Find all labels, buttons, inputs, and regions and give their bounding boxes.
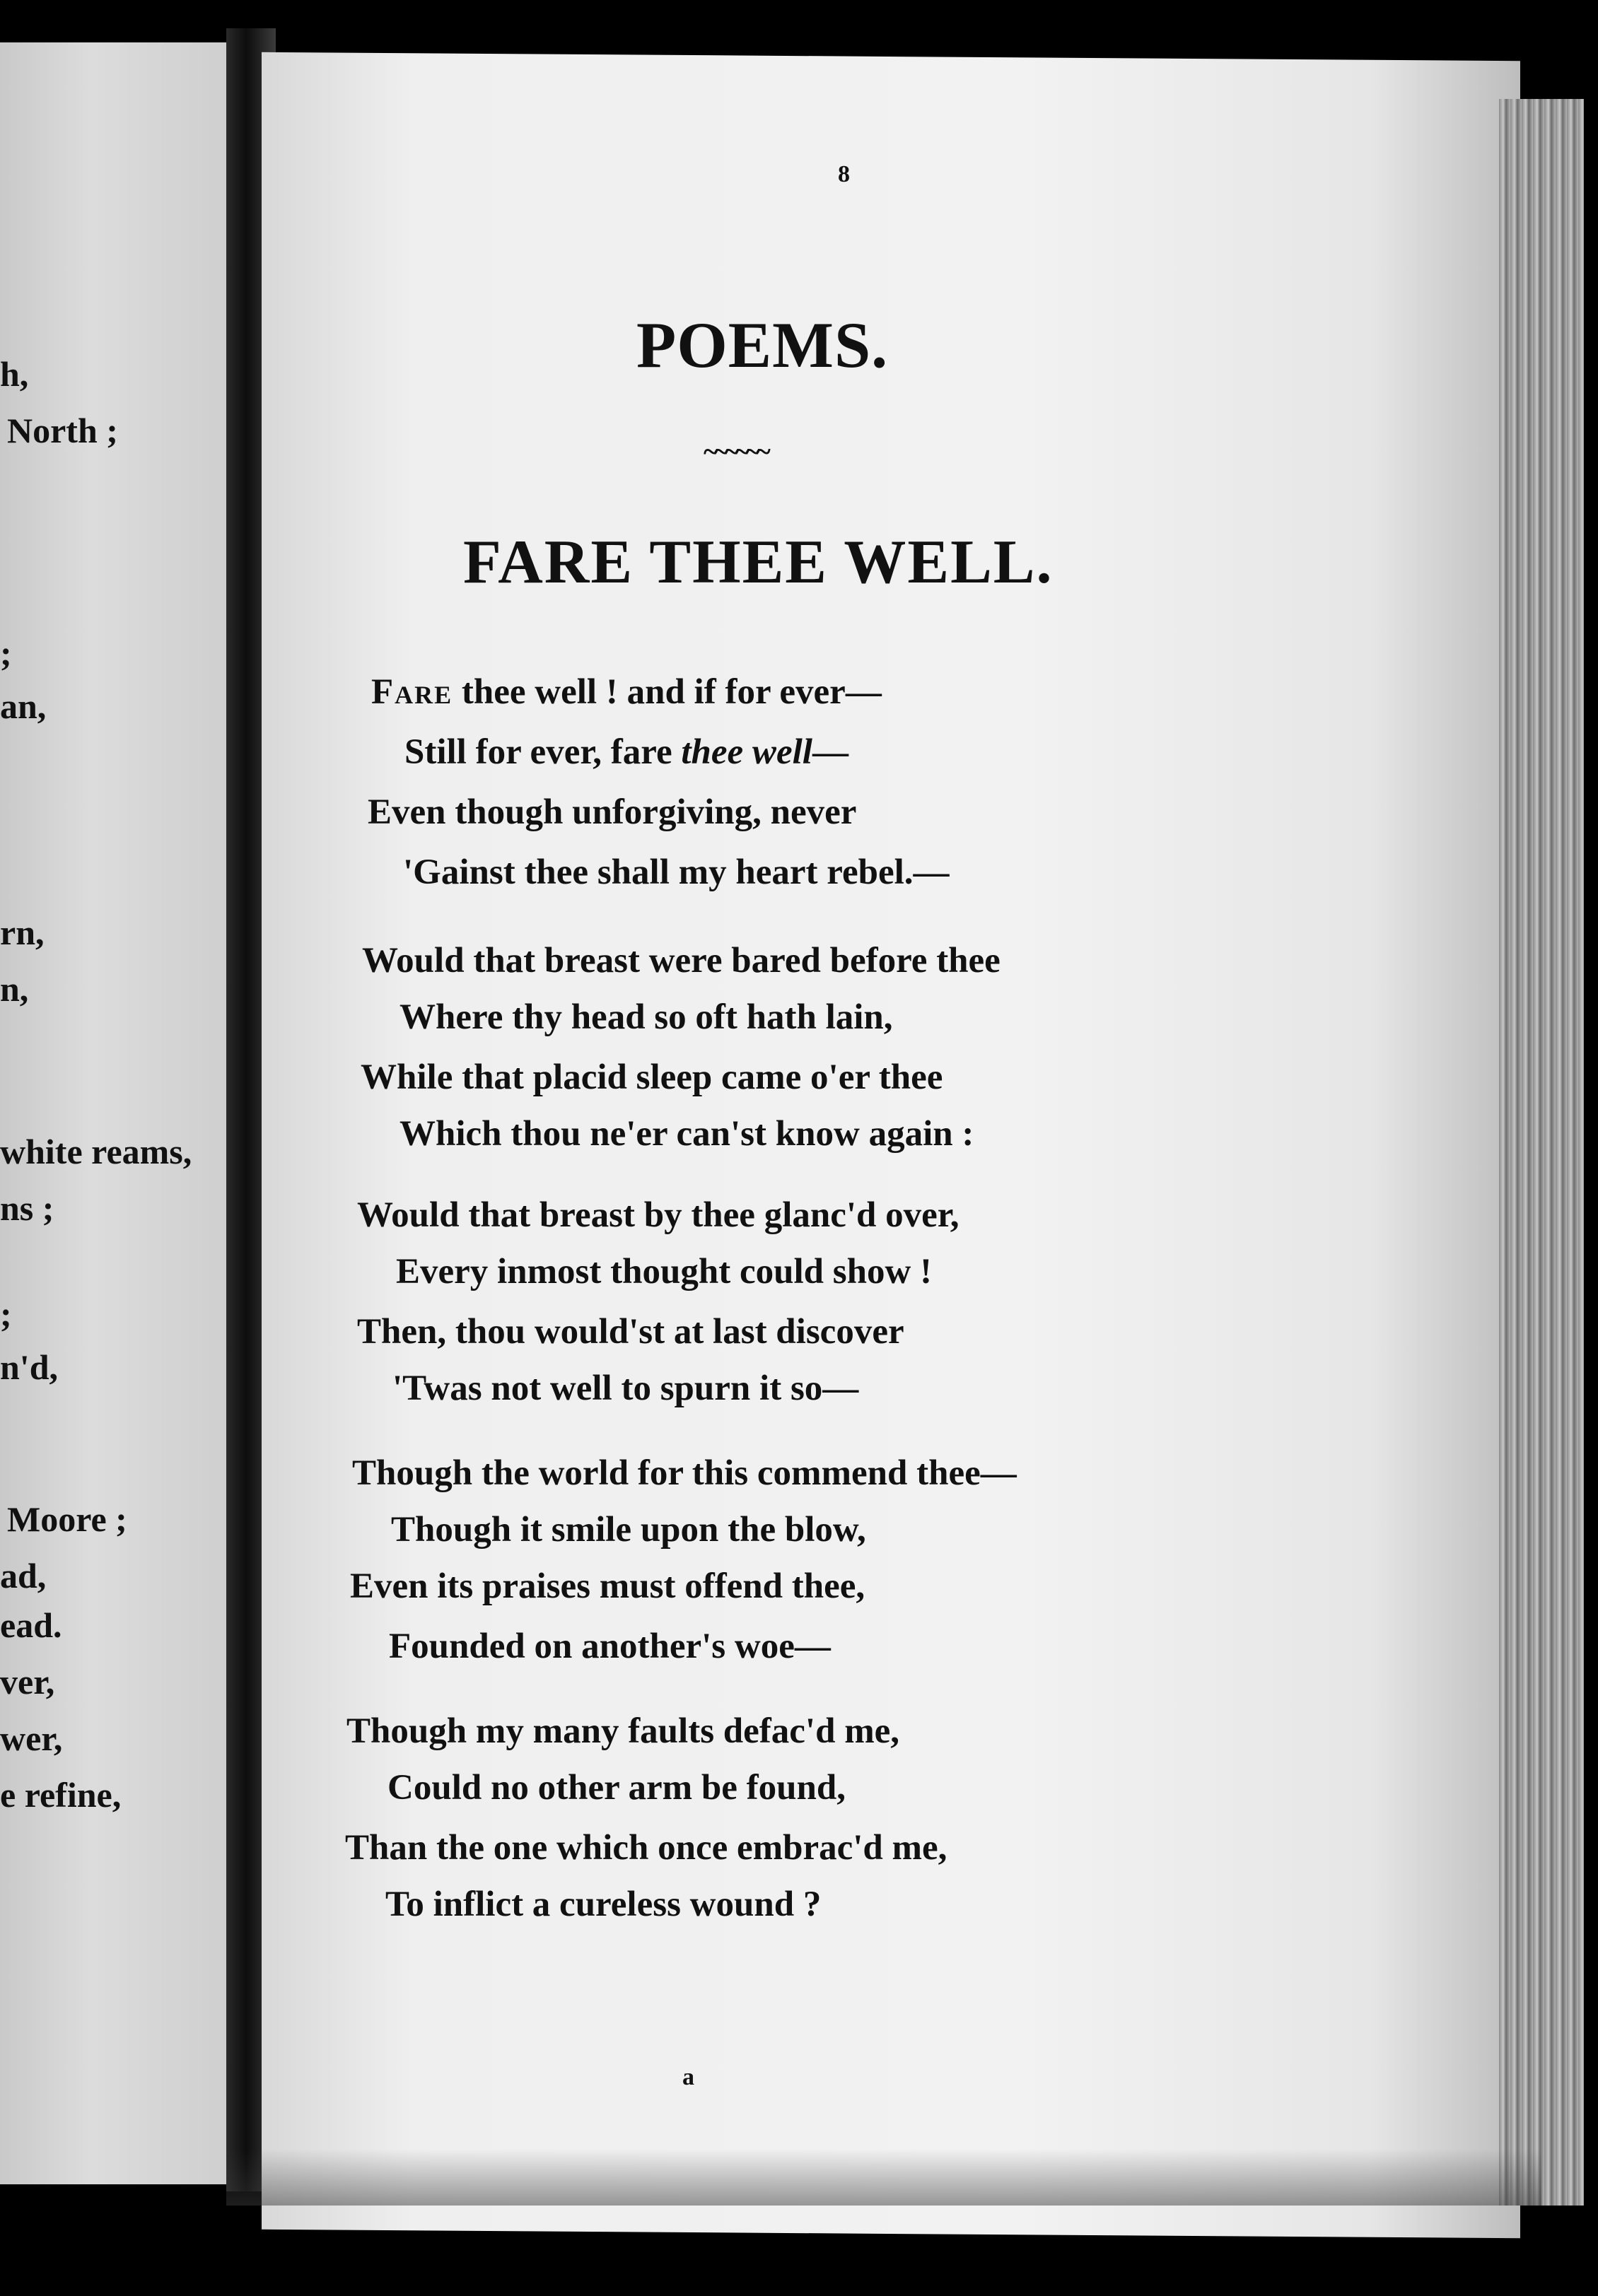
- left-fragment: n'd,: [0, 1347, 59, 1387]
- verse-line: Though it smile upon the blow,: [391, 1510, 866, 1550]
- verse-line: [371, 672, 882, 713]
- verse-text: —: [812, 732, 848, 772]
- ornament-rule: ~~~~~~: [704, 435, 766, 467]
- verse-text: thee well ! and if for ever—: [453, 672, 882, 712]
- verse-line: Founded on another's woe—: [389, 1627, 831, 1666]
- verse-line: Though the world for this commend thee—: [352, 1453, 1017, 1493]
- left-fragment: ;: [0, 633, 12, 673]
- verse-line: Then, thou would'st at last discover: [357, 1312, 904, 1352]
- left-fragment: rn,: [0, 913, 45, 952]
- verse-line: To inflict a cureless wound ?: [385, 1885, 822, 1924]
- page-bottom-edge: [226, 2149, 1541, 2206]
- verse-text: Still for ever, fare: [404, 732, 682, 772]
- page-edge: [1499, 99, 1584, 2206]
- verse-line: Could no other arm be found,: [387, 1768, 846, 1808]
- verse-italic: thee well: [681, 732, 812, 772]
- previous-page: [0, 42, 226, 2184]
- verse-line: Every inmost thought could show !: [396, 1252, 933, 1292]
- page-number: 8: [838, 161, 850, 187]
- left-fragment: e refine,: [0, 1775, 122, 1815]
- left-fragment: North ;: [7, 411, 118, 450]
- left-fragment: ;: [0, 1294, 12, 1334]
- left-fragment: h,: [0, 354, 29, 394]
- verse-line: Would that breast by thee glanc'd over,: [357, 1195, 960, 1235]
- verse-line: Than the one which once embrac'd me,: [345, 1828, 947, 1868]
- verse-line: 'Twas not well to spurn it so—: [392, 1369, 859, 1408]
- left-fragment: Moore ;: [7, 1499, 127, 1539]
- left-fragment: ver,: [0, 1662, 55, 1702]
- verse-line: While that placid sleep came o'er thee: [361, 1058, 943, 1097]
- verse-line: Which thou ne'er can'st know again :: [400, 1114, 974, 1154]
- poem-title: FARE THEE WELL.: [463, 528, 1054, 597]
- left-fragment: n,: [0, 969, 29, 1009]
- verse-line: Where thy head so oft hath lain,: [400, 997, 893, 1037]
- left-fragment: an,: [0, 686, 47, 726]
- left-fragment: white reams,: [0, 1132, 192, 1171]
- left-fragment: wer,: [0, 1718, 63, 1758]
- section-title: POEMS.: [636, 309, 889, 381]
- left-fragment: ns ;: [0, 1188, 54, 1228]
- verse-line: [404, 732, 848, 773]
- verse-line: Even though unforgiving, never: [368, 792, 857, 832]
- left-fragment: ead.: [0, 1605, 62, 1645]
- first-word: Fare: [371, 672, 453, 712]
- verse-line: 'Gainst thee shall my heart rebel.—: [403, 853, 950, 892]
- signature-mark: a: [682, 2064, 694, 2090]
- verse-line: Though my many faults defac'd me,: [346, 1711, 900, 1751]
- verse-line: Even its praises must offend thee,: [350, 1566, 865, 1606]
- left-fragment: ad,: [0, 1556, 47, 1595]
- verse-line: Would that breast were bared before thee: [362, 941, 1001, 980]
